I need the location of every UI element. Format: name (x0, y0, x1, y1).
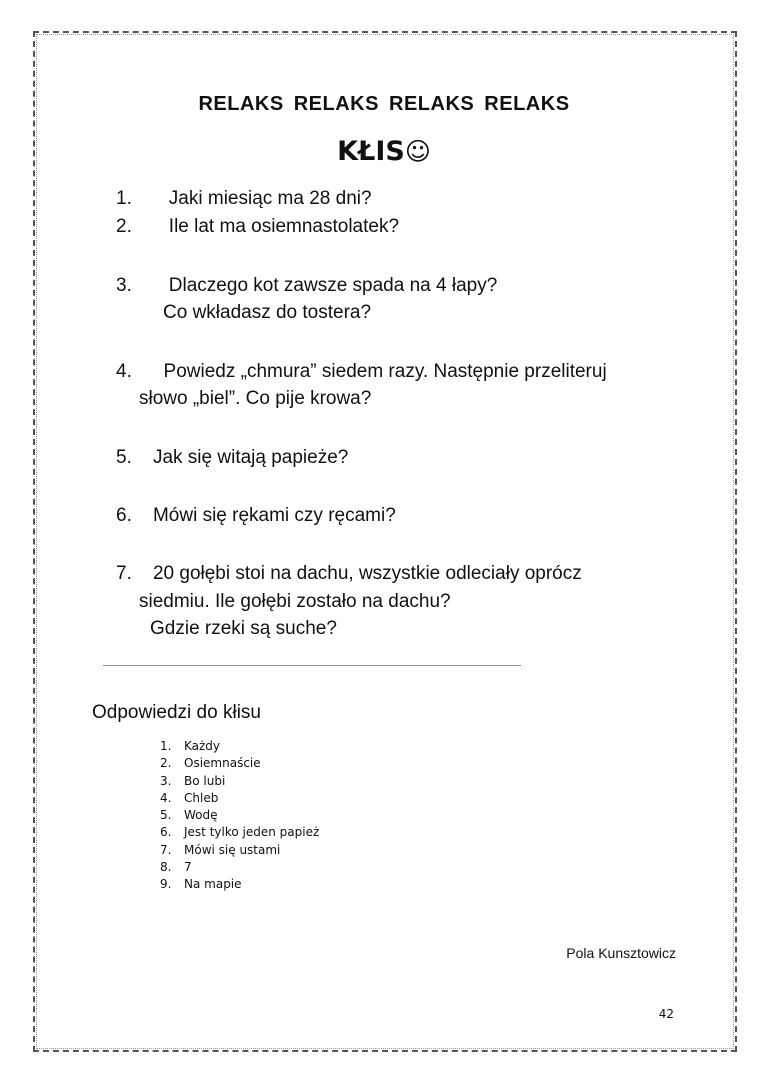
question-7: 7. 20 gołębi stoi na dachu, wszystkie odleciały oprócz (116, 563, 582, 584)
divider-line (103, 665, 521, 666)
question-3: 3. Dlaczego kot zawsze spada na 4 łapy? (116, 275, 498, 296)
author-name: Pola Kunsztowicz (566, 945, 676, 961)
question-4: 4. Powiedz „chmura” siedem razy. Następnie przeliteruj (116, 361, 607, 382)
question-6: 6. Mówi się rękami czy ręcami? (116, 505, 396, 526)
page-border-inner (36, 34, 734, 1049)
title-text: KŁIS (337, 136, 405, 167)
answer-item: 7. Mówi się ustami (160, 842, 281, 857)
answer-item: 8. 7 (160, 860, 192, 875)
question-4b: słowo „biel”. Co pije krowa? (139, 388, 372, 409)
page-number: 42 (658, 1007, 674, 1021)
question-1: 1. Jaki miesiąc ma 28 dni? (116, 188, 372, 209)
answer-item: 1. Każdy (160, 739, 221, 753)
question-7c: Gdzie rzeki są suche? (150, 618, 337, 639)
answer-item: 6. Jest tylko jeden papież (160, 825, 320, 840)
answers-heading: Odpowiedzi do kłisu (92, 702, 261, 723)
answer-item: 4. Chleb (160, 790, 219, 805)
question-5: 5. Jak się witają papieże? (116, 447, 349, 468)
page-heading: RELAKS RELAKS RELAKS RELAKS (198, 93, 570, 115)
answer-item: 5. Wodę (160, 808, 218, 823)
answer-item: 2. Osiemnaście (160, 756, 261, 771)
question-3b: Co wkładasz do tostera? (163, 302, 372, 323)
answers-list (160, 738, 319, 894)
answer-item: 9. Na mapie (160, 877, 242, 892)
answer-item: 3. Bo lubi (160, 773, 226, 788)
smiley-icon: ☺ (404, 137, 431, 166)
question-2: 2. Ile lat ma osiemnastolatek? (116, 216, 400, 237)
page-title (0, 136, 768, 167)
question-7b: siedmiu. Ile gołębi zostało na dachu? (139, 591, 451, 612)
